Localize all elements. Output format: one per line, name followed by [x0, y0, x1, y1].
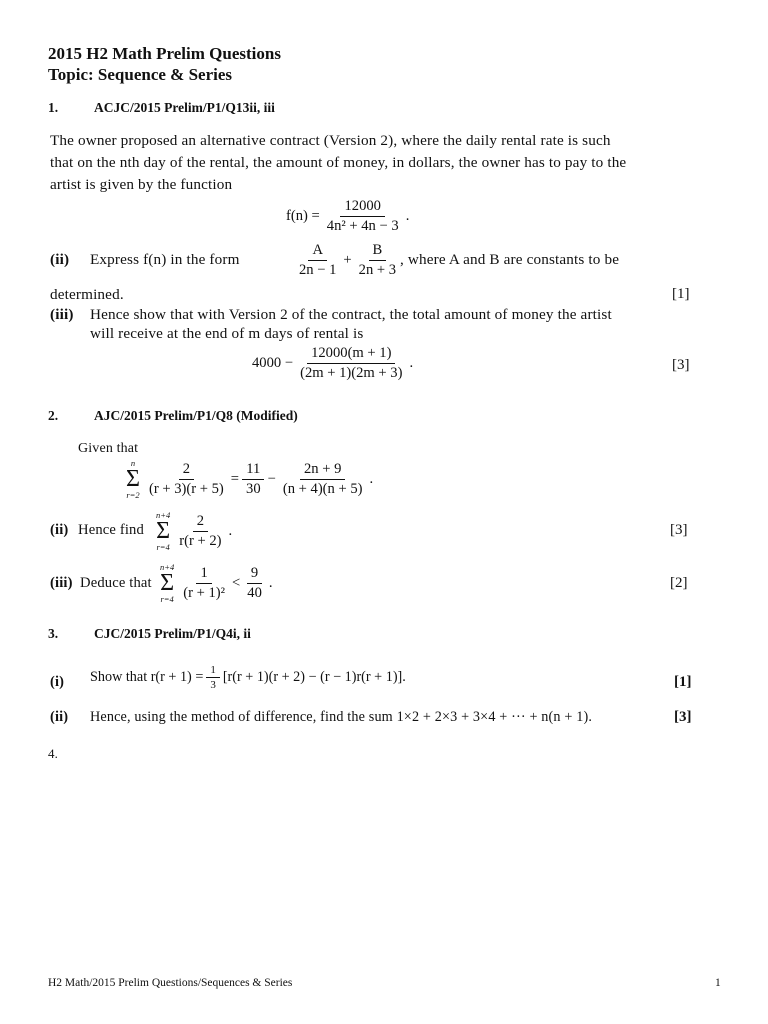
q2-iii-formula	[160, 562, 273, 604]
q2-iii-end: .	[268, 574, 273, 591]
q1-ii-fraction-a-den: 2n − 1	[299, 262, 337, 278]
q1-source: ACJC/2015 Prelim/P1/Q13ii, iii	[94, 100, 275, 115]
q2-ii-fraction	[175, 513, 225, 550]
q2-given-sum	[126, 458, 140, 500]
q1-intro-line-1: The owner proposed an alternative contract (Version 2), where the daily rental rate is such	[50, 132, 611, 149]
q2-ii-text: Hence find	[78, 522, 144, 538]
q2-iii-sum-lower: r=4	[160, 594, 174, 604]
q2-source: AJC/2015 Prelim/P1/Q8 (Modified)	[94, 408, 298, 423]
q1-f-denominator: 4n² + 4n − 3	[326, 218, 399, 234]
q4-number: 4.	[48, 746, 59, 761]
q3-ii-label: (ii)	[50, 709, 69, 725]
q2-given-sum-upper: n	[130, 458, 136, 468]
q2-number: 2.	[48, 408, 59, 423]
q1-iii-label: (iii)	[50, 306, 74, 323]
q2-given-fraction-2-num: 11	[242, 461, 264, 480]
q2-iii-rhs-fraction	[243, 565, 266, 602]
q2-given-fraction-3-den: (n + 4)(n + 5)	[282, 480, 363, 497]
q2-given-end: .	[369, 470, 374, 487]
q2-given-text: Given that	[78, 441, 139, 456]
q2-heading	[48, 408, 448, 426]
q3-ii-marks: [3]	[674, 709, 692, 725]
q3-i-statement	[90, 664, 406, 691]
q1-f-end: .	[405, 208, 410, 224]
document-topic: Topic: Sequence & Series	[48, 65, 233, 84]
q1-ii-text-2: , where A and B are constants to be	[400, 251, 620, 268]
q1-iii-text-1: Hence show that with Version 2 of the contract, the total amount of money the artist	[90, 306, 612, 323]
q1-ii-marks: [1]	[672, 286, 690, 302]
q2-given-fraction-1-den: (r + 3)(r + 5)	[148, 480, 224, 497]
q2-ii-fraction-den: r(r + 2)	[179, 532, 222, 549]
q1-iii-numerator: 12000(m + 1)	[307, 345, 395, 364]
q3-i-bracket: [r(r + 1)(r + 2) − (r − 1)r(r + 1)].	[222, 669, 406, 685]
q1-iii-denominator: (2m + 1)(2m + 3)	[300, 365, 403, 381]
q2-iii-fraction-num: 1	[196, 565, 211, 584]
document-title: 2015 H2 Math Prelim Questions	[48, 44, 281, 63]
q2-iii-rhs-den: 40	[247, 584, 262, 601]
q3-i-third-num: 1	[206, 664, 220, 678]
q1-ii-text-1: Express f(n) in the form	[90, 251, 240, 268]
sigma-icon: Σ	[126, 466, 140, 492]
q1-iii-text-2: will receive at the end of m days of rental is	[90, 325, 364, 342]
q1-iii-end: .	[409, 355, 414, 371]
q3-ii-text: Hence, using the method of difference, find the sum 1×2 + 2×3 + 3×4 + ··· + n(n + 1).	[90, 709, 593, 725]
q2-ii-fraction-num: 2	[193, 513, 208, 532]
q2-iii-text: Deduce that	[80, 575, 152, 591]
q2-given-fraction-1	[145, 461, 228, 498]
q2-ii-label: (ii)	[50, 522, 69, 538]
sigma-icon: Σ	[156, 518, 171, 544]
q2-ii-end: .	[228, 522, 233, 539]
sigma-icon: Σ	[160, 570, 175, 596]
q2-iii-rhs-num: 9	[247, 565, 262, 584]
q1-intro-line-2: that on the nth day of the rental, the amount of money, in dollars, the owner has to pay to the	[50, 154, 627, 171]
q2-ii-sum-upper: n+4	[156, 510, 171, 520]
q1-ii-partial-fractions	[292, 242, 403, 279]
q2-iii-less-than: <	[232, 574, 241, 591]
q3-i-text: Show that r(r + 1) =	[90, 669, 204, 685]
q1-f-fraction	[323, 198, 403, 235]
q3-source: CJC/2015 Prelim/P1/Q4i, ii	[94, 626, 251, 641]
q1-ii-fraction-b-num: B	[369, 242, 387, 261]
q2-given-fraction-3-num: 2n + 9	[300, 461, 345, 480]
q1-ii-text-3: determined.	[50, 286, 124, 303]
q1-ii-plus: +	[343, 252, 352, 268]
q1-iii-marks: [3]	[672, 357, 690, 373]
q3-number: 3.	[48, 626, 59, 641]
q2-iii-fraction-den: (r + 1)²	[183, 584, 226, 601]
q3-i-label: (i)	[50, 674, 65, 690]
q2-iii-label: (iii)	[50, 575, 73, 591]
q1-heading	[48, 100, 448, 118]
q1-ii-label: (ii)	[50, 251, 70, 268]
q1-ii-fraction-b	[355, 242, 400, 279]
q1-intro-line-3: artist is given by the function	[50, 176, 233, 193]
q2-ii-sum-lower: r=4	[156, 542, 170, 552]
q1-function-formula	[286, 198, 409, 235]
footer-text: H2 Math/2015 Prelim Questions/Sequences & Series	[48, 977, 293, 989]
page-number: 1	[715, 977, 721, 989]
q1-ii-fraction-b-den: 2n + 3	[358, 262, 397, 278]
q2-given-minus: −	[267, 470, 276, 487]
q1-f-lhs: f(n) =	[286, 208, 320, 224]
q2-ii-sum	[156, 510, 170, 552]
q2-iii-fraction	[179, 565, 229, 602]
q1-iii-lead: 4000 −	[252, 355, 294, 371]
q2-given-equals: =	[230, 470, 240, 487]
q1-ii-fraction-a	[295, 242, 340, 279]
q2-iii-sum-upper: n+4	[160, 562, 175, 572]
q2-iii-marks: [2]	[670, 575, 688, 591]
q2-ii-formula	[156, 510, 232, 552]
q3-i-third-den: 3	[210, 679, 216, 691]
q2-given-fraction-1-num: 2	[179, 461, 194, 480]
q1-iii-fraction	[296, 345, 406, 382]
q3-heading	[48, 626, 448, 644]
q2-iii-sum	[160, 562, 174, 604]
q1-f-numerator: 12000	[340, 198, 384, 217]
q2-given-fraction-3	[279, 461, 367, 498]
q1-number: 1.	[48, 100, 59, 115]
q2-ii-marks: [3]	[670, 522, 688, 538]
q2-given-fraction-2	[242, 461, 265, 498]
q1-ii-fraction-a-num: A	[308, 242, 327, 261]
q2-given-fraction-2-den: 30	[246, 480, 261, 497]
q1-iii-total-formula	[252, 345, 413, 382]
q3-i-third	[206, 664, 220, 691]
q2-given-formula	[126, 458, 373, 500]
q2-given-sum-lower: r=2	[126, 490, 140, 500]
q3-i-marks: [1]	[674, 674, 692, 690]
